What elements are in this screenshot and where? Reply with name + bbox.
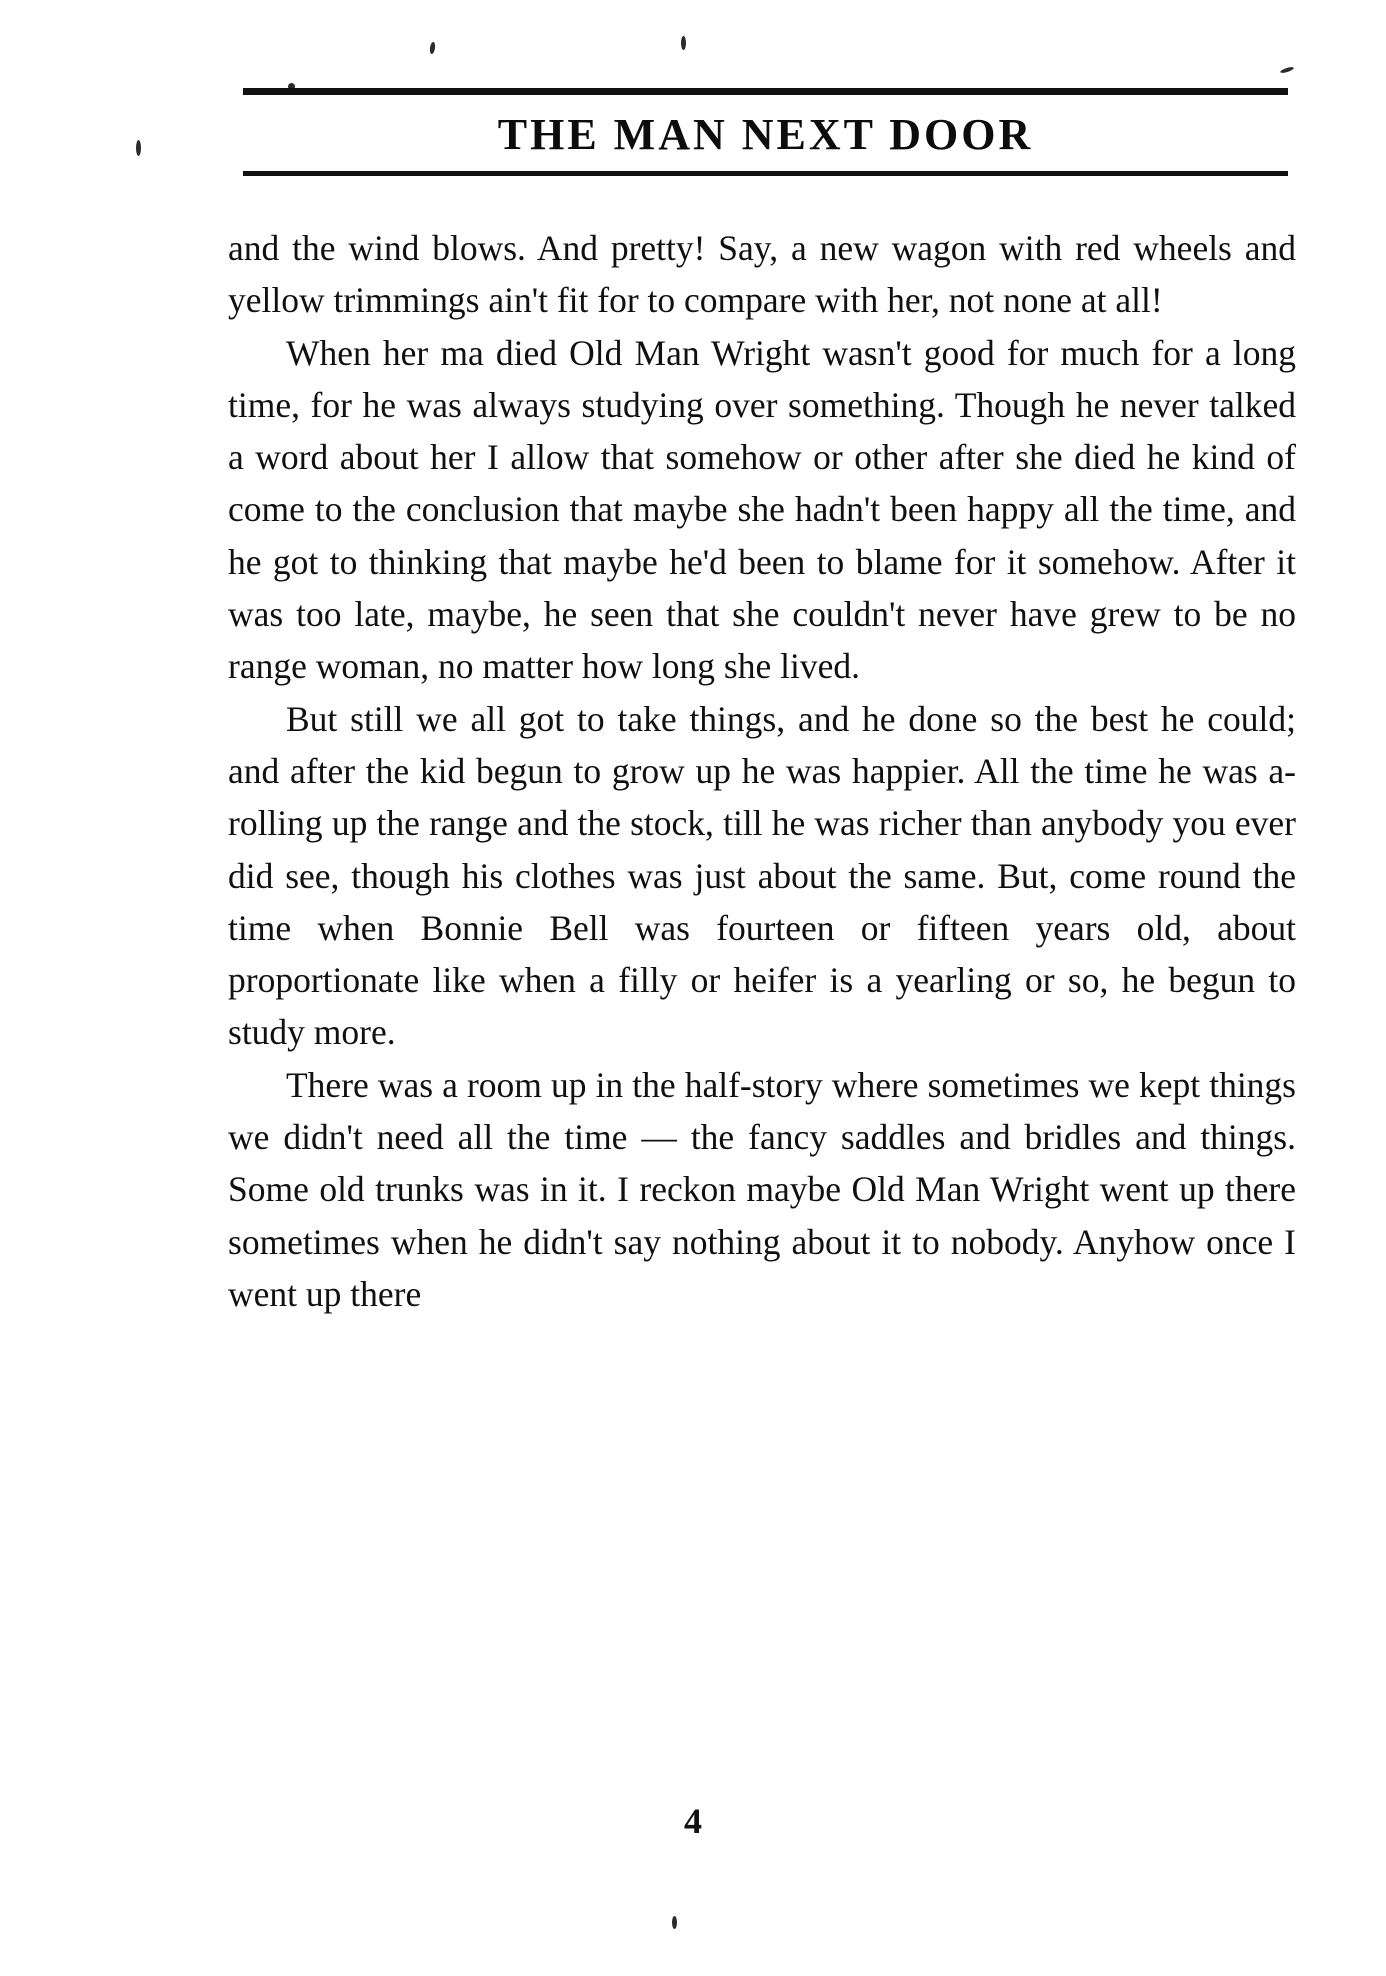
- header-rule-bottom: [243, 171, 1288, 176]
- header-rule-top: [243, 88, 1288, 95]
- page-speck: [672, 1916, 677, 1929]
- running-head: THE MAN NEXT DOOR: [497, 110, 1034, 159]
- page-speck: [429, 42, 436, 55]
- body-text: [228, 222, 1296, 1320]
- page-speck: [1280, 66, 1295, 74]
- paragraph: But still we all got to take things, and he done so the best he could; and after the kid begun to grow up he was happier. All the time he was a-rolling up the range and the stock, till he was richer than anybody you ever did see, though his clothes was just about the same. But, come round the time when Bonnie Bell was fourteen or fifteen years old, about proportionate like when a filly or heifer is a yearling or so, he begun to study more.: [228, 698, 1296, 1053]
- paragraph: and the wind blows. And pretty! Say, a new wagon with red wheels and yellow trimmings ain't fit for to compare with her, not none at all!: [228, 228, 1296, 321]
- page-header: [243, 88, 1288, 176]
- paragraph: There was a room up in the half-story where sometimes we kept things we didn't need all the time — the fancy saddles and bridles and things. Some old trunks was in it. I reckon maybe Old Man Wright went up there sometimes when he didn't say nothing about it to nobody. Anyhow once I went up there: [228, 1064, 1296, 1314]
- page-number: 4: [684, 1801, 702, 1841]
- page-speck: [136, 140, 141, 156]
- page-speck: [681, 36, 686, 50]
- paragraph: When her ma died Old Man Wright wasn't good for much for a long time, for he was always studying over something. Though he never talked a word about her I allow that somehow or other after she died he kind of come to the conclusion that maybe she hadn't been happy all the time, and he got to thinking that maybe he'd been to blame for it somehow. After it was too late, maybe, he seen that she couldn't never have grew to be no range woman, no matter how long she lived.: [228, 332, 1296, 687]
